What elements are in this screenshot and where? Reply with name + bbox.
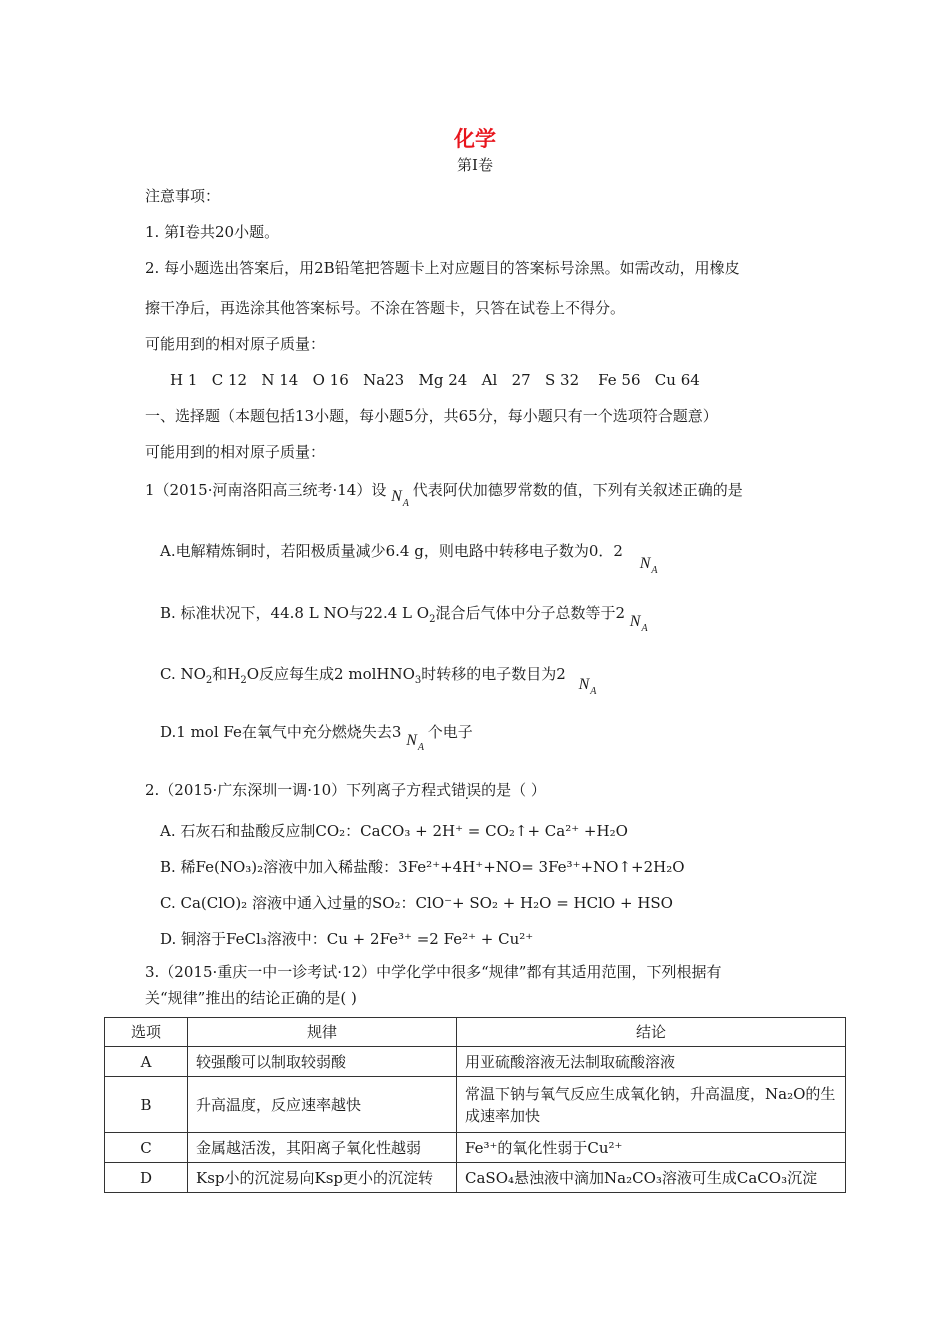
na-letter: N	[578, 676, 590, 693]
q1-option-c: C. $NO_2$和$H_2O$反应每生成2 molHNO$_3$时转移的电子数目为2 $N_A$	[160, 665, 597, 697]
q2-stem-part-a: 2.（2015·广东深圳一调·10）下列离子方程式	[145, 781, 452, 799]
row-option: B	[105, 1077, 188, 1133]
na-letter: N	[629, 613, 641, 630]
q1-option-b: B. 标准状况下，44.8 L NO与22.4 L $O_2$混合后气体中分子总数等于2 $N_A$	[160, 604, 648, 634]
na-letter: N	[391, 488, 402, 505]
q1-option-d-text-b: 个电子	[427, 723, 473, 741]
q2-option-c: C. Ca(ClO)₂ 溶液中通入过量的SO₂：ClO⁻+ SO₂ + H₂O = HClO + HSO	[160, 894, 673, 912]
q1-stem-part-b: 代表阿伏加德罗常数的值，下列有关叙述正确的是	[412, 481, 743, 499]
row-option: A	[105, 1047, 188, 1077]
q1-option-a-text: A.电解精炼铜时，若阳极质量减少6.4 g，则电路中转移电子数为0．2	[160, 542, 623, 560]
row-rule: 金属越活泼，其阳离子氧化性越弱	[188, 1133, 457, 1163]
q1-option-c-text-b: 和H	[212, 665, 241, 683]
q2-option-a: A. 石灰石和盐酸反应制CO₂：CaCO₃ + 2H⁺ = CO₂↑+ Ca²⁺ +H₂O	[160, 822, 628, 840]
note-item-2b: 擦干净后，再选涂其他答案标号。不涂在答题卡，只答在试卷上不得分。	[145, 299, 626, 317]
na-sub: A	[590, 686, 597, 697]
q3-stem-line-2: 关“规律”推出的结论正确的是( )	[145, 989, 357, 1007]
note-item-1: 1. 第Ⅰ卷共20小题。	[145, 223, 280, 241]
row-option: D	[105, 1163, 188, 1193]
na-sub: A	[641, 623, 648, 634]
na-sub: A	[651, 565, 658, 576]
q1-option-b-text-b: 混合后气体中分子总数等于2	[435, 604, 625, 622]
q2-stem-emphasis: 错误	[451, 781, 482, 799]
row-conclusion: Fe³⁺的氧化性弱于Cu²⁺	[457, 1133, 846, 1163]
q1-option-d	[160, 722, 473, 753]
page-subtitle: 第Ⅰ卷	[457, 156, 493, 174]
table-row	[105, 1133, 846, 1163]
atomic-masses: H 1 C 12 N 14 O 16 Na23 Mg 24 Al 27 S 32 Fe 56 Cu 64	[170, 371, 700, 389]
note-item-2a: 2. 每小题选出答案后，用2B铅笔把答题卡上对应题目的答案标号涂黑。如需改动，用橡皮	[145, 259, 740, 277]
q1-option-a	[160, 541, 658, 576]
header-conclusion: 结论	[457, 1018, 846, 1047]
na-symbol	[406, 731, 423, 753]
row-rule: Ksp小的沉淀易向Ksp更小的沉淀转	[188, 1163, 457, 1193]
row-conclusion: 用亚硫酸溶液无法制取硫酸溶液	[457, 1047, 846, 1077]
q2-stem	[145, 780, 546, 800]
na-sub: A	[417, 742, 424, 753]
na-symbol	[391, 487, 408, 509]
table-row	[105, 1077, 846, 1133]
row-conclusion: CaSO₄悬浊液中滴加Na₂CO₃溶液可生成CaCO₃沉淀	[457, 1163, 846, 1193]
na-sub: A	[402, 498, 409, 509]
q1-option-c-text-d: 时转移的电子数目为2	[421, 665, 566, 683]
row-option: C	[105, 1133, 188, 1163]
row-rule: 升高温度，反应速率越快	[188, 1077, 457, 1133]
q1-option-c-text-c: O反应每生成2 molHNO	[246, 665, 415, 683]
q1-option-d-text-a: D.1 mol Fe在氧气中充分燃烧失去3	[160, 723, 402, 741]
q1-stem-part-a: 1（2015·河南洛阳高三统考·14）设	[145, 481, 387, 499]
q1-option-b-text-a: B. 标准状况下，44.8 L NO与22.4 L O	[160, 604, 430, 622]
mass-heading: 可能用到的相对原子质量：	[145, 335, 326, 353]
q1-option-c-text-a: C. NO	[160, 665, 206, 683]
na-letter: N	[639, 555, 651, 572]
na-symbol	[630, 612, 647, 634]
q2-option-d: D. 铜溶于FeCl₃溶液中：Cu + 2Fe³⁺ =2 Fe²⁺ + Cu²⁺	[160, 930, 534, 948]
rules-table	[104, 1017, 846, 1193]
table-row	[105, 1163, 846, 1193]
na-symbol	[640, 554, 657, 576]
na-letter: N	[406, 732, 417, 749]
table-row	[105, 1047, 846, 1077]
header-rule: 规律	[188, 1018, 457, 1047]
notes-heading: 注意事项：	[145, 187, 221, 205]
na-symbol	[579, 675, 596, 697]
page-title: 化学	[454, 127, 496, 151]
section-mass-heading: 可能用到的相对原子质量：	[145, 443, 326, 461]
table-header-row	[105, 1018, 846, 1047]
q2-stem-part-b: 的是（ ）	[481, 781, 546, 799]
q2-option-b: B. 稀Fe(NO₃)₂溶液中加入稀盐酸：3Fe²⁺+4H⁺+NO= 3Fe³⁺+NO↑+2H₂O	[160, 858, 685, 876]
row-conclusion: 常温下钠与氧气反应生成氧化钠，升高温度，Na₂O的生成速率加快	[457, 1077, 846, 1133]
row-rule: 较强酸可以制取较弱酸	[188, 1047, 457, 1077]
section-heading: 一、选择题（本题包括13小题，每小题5分，共65分，每小题只有一个选项符合题意）	[145, 407, 718, 425]
q1-stem	[145, 480, 743, 509]
header-option: 选项	[105, 1018, 188, 1047]
q3-stem-line-1: 3.（2015·重庆一中一诊考试·12）中学化学中很多“规律”都有其适用范围，下列根据有	[145, 963, 722, 981]
